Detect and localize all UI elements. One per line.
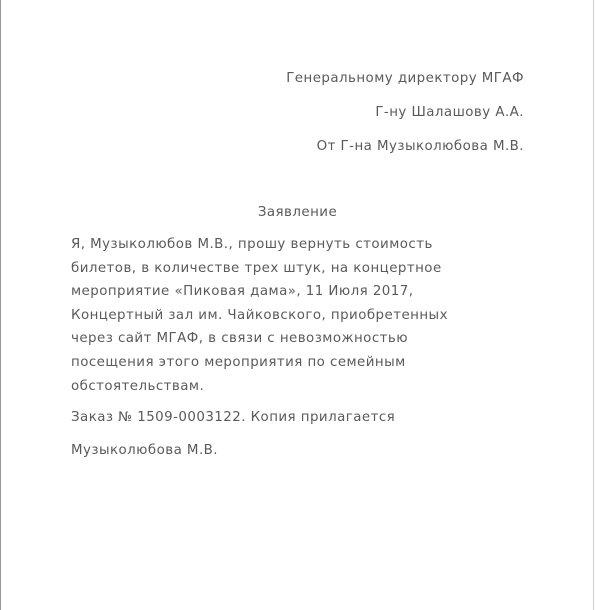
statement-line: через сайт МГАФ, в связи с невозможностью [71, 331, 408, 347]
addressee-name-line: Г-ну Шалашову А.А. [375, 105, 524, 120]
statement-line: билетов, в количестве трех штук, на концертное [71, 260, 442, 276]
statement-line: мероприятие «Пиковая дама», 11 Июля 2017, [71, 284, 414, 300]
statement-body [71, 233, 531, 398]
sender-line: От Г-на Музыколюбова М.В. [316, 139, 524, 154]
signature-line: Музыколюбова М.В. [71, 443, 218, 458]
statement-line: Концертный зал им. Чайковского, приобретенных [71, 307, 448, 323]
statement-line: обстоятельствам. [71, 378, 205, 394]
statement-line: посещения этого мероприятия по семейным [71, 354, 406, 370]
order-line: Заказ № 1509-0003122. Копия прилагается [71, 410, 396, 425]
addressee-line: Генеральному директору МГАФ [286, 71, 524, 86]
document-title: Заявление [257, 205, 338, 220]
statement-line: Я, Музыколюбов М.В., прошу вернуть стоимость [71, 237, 433, 252]
